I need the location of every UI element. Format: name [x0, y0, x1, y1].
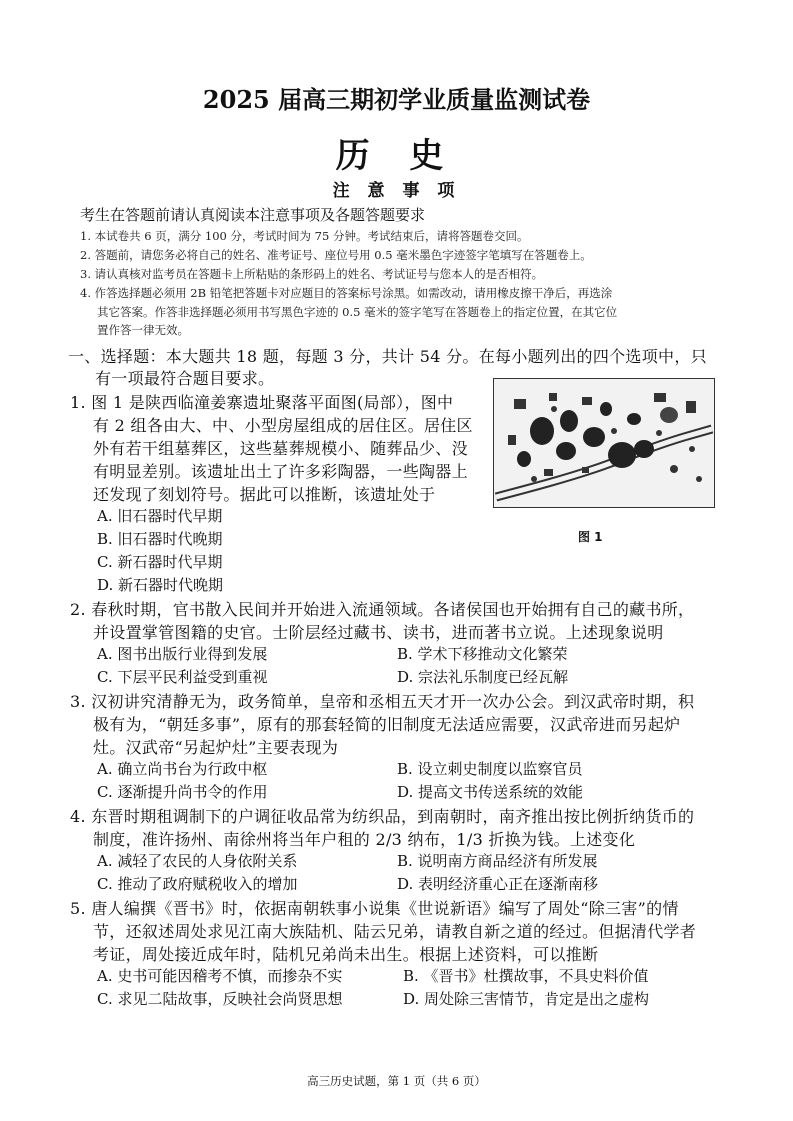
question-1-line: 1. 图 1 是陕西临潼姜寨遗址聚落平面图(局部），图中 [70, 393, 454, 412]
question-3-line: 3. 汉初讲究清静无为，政务简单，皇帝和丞相五天才开一次办公会。到汉武帝时期，积 [70, 692, 695, 711]
settlement-map-figure [493, 378, 715, 508]
question-5-line: 节，还叙述周处求见江南大族陆机、陆云兄弟，请教自新之道的经过。但据清代学者 [93, 922, 697, 941]
question-4-line: 4. 东晋时期租调制下的户调征收品常为纺织品，到南朝时，南齐推出按比例折纳货币的 [70, 807, 695, 826]
question-1-option-d: D. 新石器时代晚期 [97, 576, 224, 594]
question-5-option-b: B. 《晋书》杜撰故事，不具史料价值 [403, 967, 649, 985]
notice-item-4: 4. 作答选择题必须用 2B 铅笔把答题卡对应题目的答案标号涂黑。如需改动，请用橡皮擦干净后，再选涂 [80, 286, 613, 300]
question-5-line: 考证，周处接近成年时，陆机兄弟尚未出生。根据上述资料，可以推断 [93, 945, 599, 964]
question-2-option-c: C. 下层平民利益受到重视 [97, 668, 268, 686]
question-1-line: 还发现了刻划符号。据此可以推断，该遗址处于 [93, 485, 436, 504]
question-1-option-c: C. 新石器时代早期 [97, 553, 223, 571]
question-4-option-c: C. 推动了政府赋税收入的增加 [97, 875, 298, 893]
question-4-line: 制度，准许扬州、南徐州将当年户租的 2/3 纳布，1/3 折换为钱。上述变化 [93, 830, 636, 849]
settlement-map-drawing [494, 379, 714, 507]
question-1-line: 有明显差别。该遗址出土了许多彩陶器，一些陶器上 [93, 462, 468, 481]
notice-item-3: 3. 请认真核对监考员在答题卡上所粘贴的条形码上的姓名、考试证号与您本人的是否相符。 [80, 267, 544, 281]
figure-caption: 图 1 [578, 530, 603, 544]
notice-item-4-cont2: 置作答一律无效。 [97, 323, 189, 337]
question-2-option-b: B. 学术下移推动文化繁荣 [397, 645, 568, 663]
exam-title: 2025 届高三期初学业质量监测试卷 [202, 85, 591, 114]
question-2-line: 2. 春秋时期，官书散入民间并开始进入流通领域。各诸侯国也开始拥有自己的藏书所， [70, 600, 695, 619]
notice-item-4-cont: 其它答案。作答非选择题必须用书写黑色字迹的 0.5 毫米的签字笔写在答题卷上的指定位置，在其它位 [97, 305, 618, 319]
question-5-option-a: A. 史书可能因稽考不慎，而掺杂不实 [97, 967, 343, 985]
question-3-line: 灶。汉武帝“另起炉灶”主要表现为 [93, 738, 339, 757]
question-2-option-d: D. 宗法礼乐制度已经瓦解 [397, 668, 569, 686]
notice-intro: 考生在答题前请认真阅读本注意事项及各题答题要求 [80, 206, 426, 224]
question-4-option-a: A. 减轻了农民的人身依附关系 [97, 852, 298, 870]
notice-item-2: 2. 答题前，请您务必将自己的姓名、准考证号、座位号用 0.5 毫米墨色字迹签字笔填写在答题卷上。 [80, 248, 592, 262]
question-5-option-d: D. 周处除三害情节，肯定是出之虚构 [403, 990, 650, 1008]
question-3-line: 极有为，“朝廷多事”，原有的那套轻简的旧制度无法适应需要，汉武帝进而另起炉 [93, 715, 681, 734]
question-3-option-c: C. 逐渐提升尚书令的作用 [97, 783, 268, 801]
section-heading-cont: 有一项最符合题目要求。 [95, 369, 275, 388]
question-3-option-a: A. 确立尚书台为行政中枢 [97, 760, 268, 778]
question-1-line: 有 2 组各由大、中、小型房屋组成的居住区。居住区 [93, 416, 473, 435]
question-4-option-d: D. 表明经济重心正在逐渐南移 [397, 875, 599, 893]
question-2-line: 并设置掌管图籍的史官。士阶层经过藏书、读书，进而著书立说。上述现象说明 [93, 623, 664, 642]
question-5-option-c: C. 求见二陆故事，反映社会尚贤思想 [97, 990, 343, 1008]
notice-item-1: 1. 本试卷共 6 页，满分 100 分，考试时间为 75 分钟。考试结束后，请将答题卷交回。 [80, 229, 529, 243]
subject-title: 历 史 [335, 136, 458, 176]
question-1-option-b: B. 旧石器时代晚期 [97, 530, 223, 548]
question-2-option-a: A. 图书出版行业得到发展 [97, 645, 268, 663]
question-1-option-a: A. 旧石器时代早期 [97, 507, 223, 525]
section-heading: 一、选择题：本大题共 18 题，每题 3 分，共计 54 分。在每小题列出的四个选项中，只 [68, 347, 707, 366]
page-footer: 高三历史试题，第 1 页（共 6 页） [307, 1074, 486, 1088]
question-3-option-d: D. 提高文书传送系统的效能 [397, 783, 584, 801]
question-4-option-b: B. 说明南方商品经济有所发展 [397, 852, 598, 870]
notice-heading: 注 意 事 项 [332, 181, 461, 201]
question-5-line: 5. 唐人编撰《晋书》时，依据南朝轶事小说集《世说新语》编写了周处“除三害”的情 [70, 899, 679, 918]
question-1-line: 外有若干组墓葬区，这些墓葬规模小、随葬品少、没 [93, 439, 468, 458]
question-3-option-b: B. 设立刺史制度以监察官员 [397, 760, 583, 778]
